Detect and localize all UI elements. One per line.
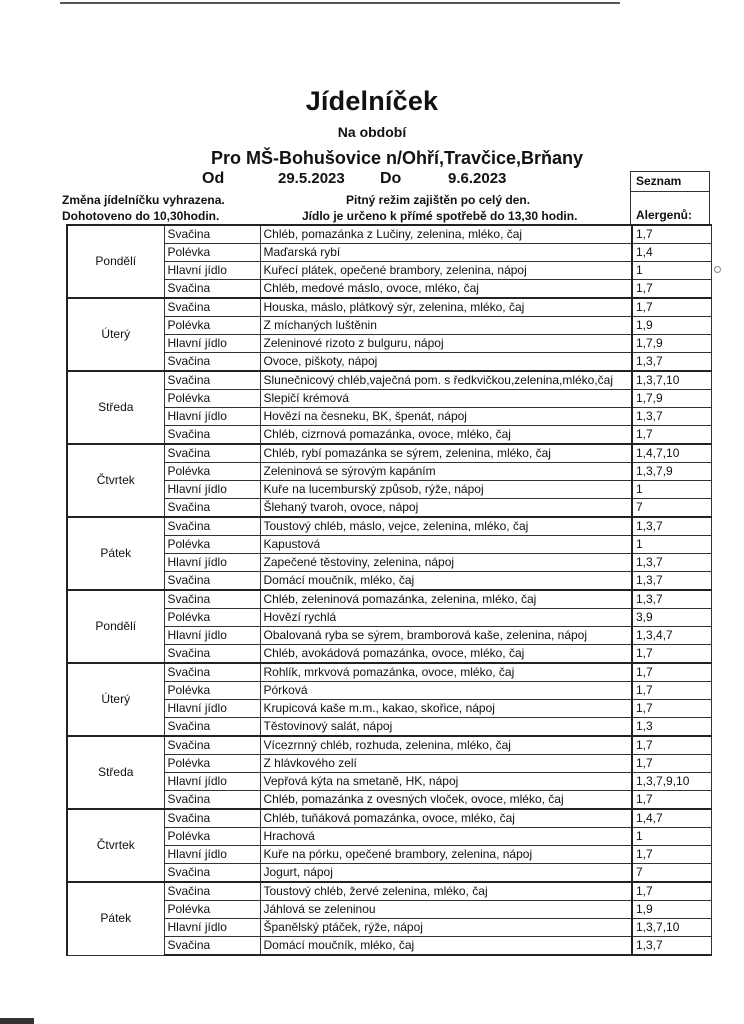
date-to-label: Do xyxy=(380,170,402,187)
table-row xyxy=(67,609,711,627)
table-row xyxy=(67,262,711,280)
dish-name: Ovoce, piškoty, nápoj xyxy=(260,353,632,372)
table-row xyxy=(67,846,711,864)
allergen-codes: 1,7 xyxy=(632,298,711,317)
dish-name: Těstovinový salát, nápoj xyxy=(260,718,632,737)
allergen-codes: 7 xyxy=(632,499,711,518)
meal-type: Svačina xyxy=(164,645,260,664)
table-row xyxy=(67,773,711,791)
top-border-line xyxy=(60,2,620,4)
day-name: Pondělí xyxy=(67,590,164,663)
meal-type: Hlavní jídlo xyxy=(164,262,260,280)
table-row xyxy=(67,426,711,445)
meal-type: Polévka xyxy=(164,901,260,919)
dish-name: Chléb, avokádová pomazánka, ovoce, mléko, čaj xyxy=(260,645,632,664)
day-name: Úterý xyxy=(67,298,164,371)
table-row xyxy=(67,901,711,919)
allergen-codes: 1,7 xyxy=(632,663,711,682)
allergen-codes: 1,7 xyxy=(632,791,711,810)
dish-name: Zeleninová se sýrovým kapáním xyxy=(260,463,632,481)
meal-type: Svačina xyxy=(164,590,260,609)
dish-name: Chléb, medové máslo, ovoce, mléko, čaj xyxy=(260,280,632,299)
table-row xyxy=(67,280,711,299)
dish-name: Kapustová xyxy=(260,536,632,554)
table-row xyxy=(67,736,711,755)
dish-name: Kuřecí plátek, opečené brambory, zelenina, nápoj xyxy=(260,262,632,280)
meal-type: Svačina xyxy=(164,426,260,445)
table-row xyxy=(67,755,711,773)
table-row xyxy=(67,919,711,937)
dish-name: Chléb, tuňáková pomazánka, ovoce, mléko, čaj xyxy=(260,809,632,828)
allergen-codes: 1,7 xyxy=(632,882,711,901)
meal-type: Hlavní jídlo xyxy=(164,408,260,426)
allergen-codes: 1,7 xyxy=(632,280,711,299)
meal-type: Svačina xyxy=(164,517,260,536)
table-row xyxy=(67,627,711,645)
meal-type: Hlavní jídlo xyxy=(164,627,260,645)
scan-dot-mark xyxy=(714,266,721,273)
meal-type: Polévka xyxy=(164,682,260,700)
day-name: Čtvrtek xyxy=(67,809,164,882)
meal-type: Hlavní jídlo xyxy=(164,554,260,572)
allergen-codes: 3,9 xyxy=(632,609,711,627)
note-ready: Dohotoveno do 10,30hodin. xyxy=(62,209,220,223)
note-drink: Pitný režim zajištěn po celý den. xyxy=(346,193,531,207)
table-row xyxy=(67,937,711,956)
dish-name: Hovězí na česneku, BK, špenát, nápoj xyxy=(260,408,632,426)
dish-name: Kuře na pórku, opečené brambory, zelenina, nápoj xyxy=(260,846,632,864)
allergen-codes: 1,7 xyxy=(632,645,711,664)
allergen-codes: 1,3,7,9 xyxy=(632,463,711,481)
day-name: Pondělí xyxy=(67,225,164,298)
allergen-codes: 1,4,7,10 xyxy=(632,444,711,463)
meal-type: Svačina xyxy=(164,298,260,317)
dish-name: Chléb, pomazánka z Lučiny, zelenina, mléko, čaj xyxy=(260,225,632,244)
meal-type: Svačina xyxy=(164,791,260,810)
meal-type: Svačina xyxy=(164,353,260,372)
table-row xyxy=(67,663,711,682)
dish-name: Krupicová kaše m.m., kakao, skořice, nápoj xyxy=(260,700,632,718)
table-row xyxy=(67,590,711,609)
dish-name: Hrachová xyxy=(260,828,632,846)
table-row xyxy=(67,700,711,718)
dish-name: Maďarská rybí xyxy=(260,244,632,262)
meal-type: Svačina xyxy=(164,736,260,755)
table-row xyxy=(67,225,711,244)
allergen-header-box xyxy=(630,171,710,225)
allergen-codes: 1,3 xyxy=(632,718,711,737)
meal-type: Hlavní jídlo xyxy=(164,700,260,718)
meal-type: Svačina xyxy=(164,499,260,518)
allergen-codes: 1,3,7 xyxy=(632,408,711,426)
meal-type: Polévka xyxy=(164,536,260,554)
allergen-codes: 1,7 xyxy=(632,682,711,700)
dish-name: Kuře na lucemburský způsob, rýže, nápoj xyxy=(260,481,632,499)
allergen-codes: 1,3,7 xyxy=(632,517,711,536)
dish-name: Španělský ptáček, rýže, nápoj xyxy=(260,919,632,937)
table-row xyxy=(67,371,711,390)
meal-type: Polévka xyxy=(164,317,260,335)
table-row xyxy=(67,481,711,499)
allergen-codes: 7 xyxy=(632,864,711,883)
allergen-codes: 1,3,4,7 xyxy=(632,627,711,645)
date-from-value: 29.5.2023 xyxy=(278,170,345,187)
meal-type: Polévka xyxy=(164,609,260,627)
allergen-codes: 1 xyxy=(632,536,711,554)
allergen-codes: 1,3,7 xyxy=(632,353,711,372)
dish-name: Jáhlová se zeleninou xyxy=(260,901,632,919)
dish-name: Zapečené těstoviny, zelenina, nápoj xyxy=(260,554,632,572)
table-row xyxy=(67,353,711,372)
meal-type: Svačina xyxy=(164,882,260,901)
allergen-codes: 1,9 xyxy=(632,901,711,919)
allergen-codes: 1,3,7,9,10 xyxy=(632,773,711,791)
table-row xyxy=(67,390,711,408)
table-row xyxy=(67,444,711,463)
meal-type: Polévka xyxy=(164,463,260,481)
dish-name: Slunečnicový chléb,vaječná pom. s ředkvičkou,zelenina,mléko,čaj xyxy=(260,371,632,390)
allergen-codes: 1 xyxy=(632,828,711,846)
table-row xyxy=(67,335,711,353)
school-name: Pro MŠ-Bohušovice n/Ohří,Travčice,Brňany xyxy=(210,148,584,168)
dish-name: Slepičí krémová xyxy=(260,390,632,408)
table-row xyxy=(67,408,711,426)
meal-type: Polévka xyxy=(164,828,260,846)
day-name: Pátek xyxy=(67,517,164,590)
table-row xyxy=(67,463,711,481)
note-change: Změna jídelníčku vyhrazena. xyxy=(62,193,225,207)
meal-type: Hlavní jídlo xyxy=(164,846,260,864)
day-name: Úterý xyxy=(67,663,164,736)
table-row xyxy=(67,554,711,572)
allergen-header-divider xyxy=(631,191,709,192)
dish-name: Chléb, cizrnová pomazánka, ovoce, mléko, čaj xyxy=(260,426,632,445)
allergen-codes: 1,3,7,10 xyxy=(632,919,711,937)
meal-type: Svačina xyxy=(164,371,260,390)
page-title: Jídelníček xyxy=(305,86,439,116)
allergen-codes: 1,4,7 xyxy=(632,809,711,828)
date-to-value: 9.6.2023 xyxy=(448,170,507,187)
day-name: Pátek xyxy=(67,882,164,955)
meal-type: Hlavní jídlo xyxy=(164,773,260,791)
allergen-codes: 1,7 xyxy=(632,736,711,755)
dish-name: Toustový chléb, máslo, vejce, zelenina, mléko, čaj xyxy=(260,517,632,536)
dish-name: Hovězí rychlá xyxy=(260,609,632,627)
dish-name: Domácí moučník, mléko, čaj xyxy=(260,937,632,956)
meal-type: Svačina xyxy=(164,280,260,299)
dish-name: Chléb, rybí pomazánka se sýrem, zelenina, mléko, čaj xyxy=(260,444,632,463)
dish-name: Domácí moučník, mléko, čaj xyxy=(260,572,632,591)
table-row xyxy=(67,682,711,700)
meal-type: Svačina xyxy=(164,572,260,591)
table-row xyxy=(67,864,711,883)
meal-type: Svačina xyxy=(164,225,260,244)
dish-name: Jogurt, nápoj xyxy=(260,864,632,883)
table-row xyxy=(67,718,711,737)
dish-name: Vepřová kýta na smetaně, HK, nápoj xyxy=(260,773,632,791)
table-row xyxy=(67,298,711,317)
table-row xyxy=(67,828,711,846)
dish-name: Chléb, pomazánka z ovesných vloček, ovoce, mléko, čaj xyxy=(260,791,632,810)
allergen-codes: 1,3,7,10 xyxy=(632,371,711,390)
dish-name: Vícezrnný chléb, rozhuda, zelenina, mléko, čaj xyxy=(260,736,632,755)
allergen-codes: 1,7,9 xyxy=(632,390,711,408)
dish-name: Obalovaná ryba se sýrem, bramborová kaše, zelenina, nápoj xyxy=(260,627,632,645)
table-row xyxy=(67,809,711,828)
meal-type: Polévka xyxy=(164,244,260,262)
allergen-codes: 1 xyxy=(632,481,711,499)
day-name: Středa xyxy=(67,371,164,444)
table-row xyxy=(67,317,711,335)
day-name: Čtvrtek xyxy=(67,444,164,517)
allergen-codes: 1,3,7 xyxy=(632,572,711,591)
note-consume: Jídlo je určeno k přímé spotřebě do 13,30 hodin. xyxy=(302,209,578,223)
allergen-codes: 1,3,7 xyxy=(632,937,711,956)
allergen-codes: 1,7 xyxy=(632,225,711,244)
meal-type: Svačina xyxy=(164,663,260,682)
meal-type: Svačina xyxy=(164,864,260,883)
table-row xyxy=(67,536,711,554)
meal-type: Hlavní jídlo xyxy=(164,919,260,937)
allergen-codes: 1,7,9 xyxy=(632,335,711,353)
meal-type: Svačina xyxy=(164,718,260,737)
menu-table-body xyxy=(67,225,711,955)
menu-table xyxy=(66,224,712,956)
allergen-codes: 1 xyxy=(632,262,711,280)
allergen-codes: 1,7 xyxy=(632,700,711,718)
dish-name: Z míchaných luštěnin xyxy=(260,317,632,335)
date-from-label: Od xyxy=(202,170,225,187)
dish-name: Pórková xyxy=(260,682,632,700)
day-name: Středa xyxy=(67,736,164,809)
allergen-header-line2: Alergenů: xyxy=(636,208,693,222)
allergen-codes: 1,3,7 xyxy=(632,590,711,609)
meal-type: Svačina xyxy=(164,809,260,828)
meal-type: Hlavní jídlo xyxy=(164,335,260,353)
table-row xyxy=(67,791,711,810)
table-row xyxy=(67,882,711,901)
dish-name: Zeleninové rizoto z bulguru, nápoj xyxy=(260,335,632,353)
allergen-codes: 1,7 xyxy=(632,755,711,773)
table-row xyxy=(67,499,711,518)
meal-type: Polévka xyxy=(164,755,260,773)
table-row xyxy=(67,645,711,664)
dish-name: Houska, máslo, plátkový sýr, zelenina, mléko, čaj xyxy=(260,298,632,317)
table-row xyxy=(67,244,711,262)
allergen-codes: 1,4 xyxy=(632,244,711,262)
dish-name: Toustový chléb, žervé zelenina, mléko, čaj xyxy=(260,882,632,901)
meal-type: Polévka xyxy=(164,390,260,408)
allergen-codes: 1,3,7 xyxy=(632,554,711,572)
dish-name: Šlehaný tvaroh, ovoce, nápoj xyxy=(260,499,632,518)
allergen-codes: 1,7 xyxy=(632,846,711,864)
period-subtitle: Na období xyxy=(337,124,407,140)
allergen-header-line1: Seznam xyxy=(636,174,682,188)
table-row xyxy=(67,572,711,591)
dish-name: Rohlík, mrkvová pomazánka, ovoce, mléko, čaj xyxy=(260,663,632,682)
dish-name: Chléb, zeleninová pomazánka, zelenina, mléko, čaj xyxy=(260,590,632,609)
meal-type: Svačina xyxy=(164,444,260,463)
meal-type: Svačina xyxy=(164,937,260,956)
allergen-codes: 1,9 xyxy=(632,317,711,335)
scan-corner-mark xyxy=(0,1018,34,1024)
table-row xyxy=(67,517,711,536)
dish-name: Z hlávkového zelí xyxy=(260,755,632,773)
meal-type: Hlavní jídlo xyxy=(164,481,260,499)
allergen-codes: 1,7 xyxy=(632,426,711,445)
